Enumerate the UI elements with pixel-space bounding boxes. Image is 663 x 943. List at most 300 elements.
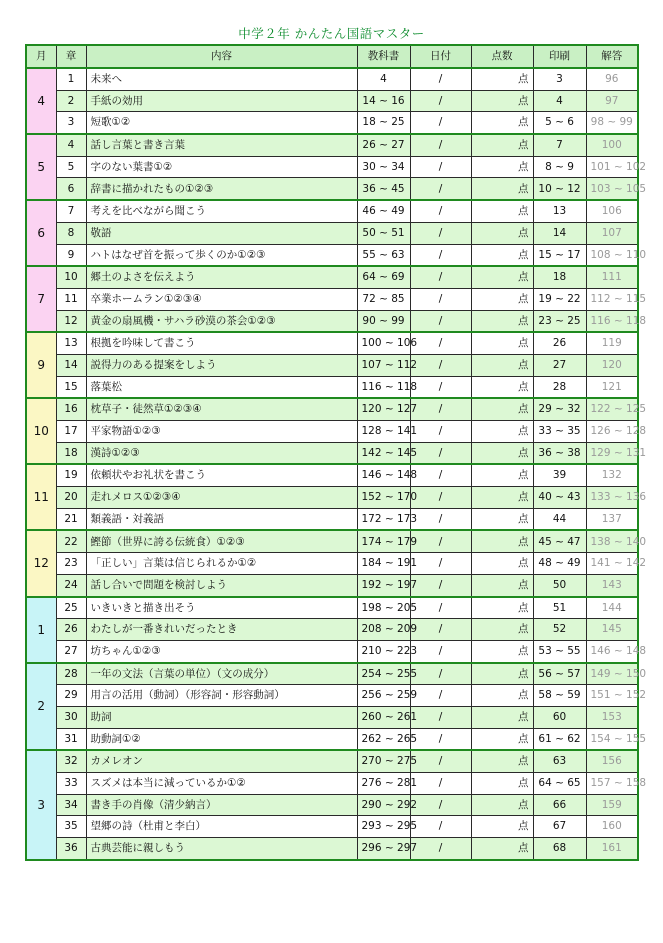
- table-row: [26, 794, 638, 816]
- answer-pages: 154 ~ 155: [586, 728, 638, 750]
- score-cell: 点: [471, 442, 533, 464]
- month-cell: 2: [26, 663, 56, 751]
- table-row: [26, 553, 638, 575]
- chapter-content: 話し合いで問題を検討しよう: [86, 574, 357, 596]
- score-cell: 点: [471, 398, 533, 420]
- date-cell: /: [410, 597, 471, 619]
- table-row: [26, 750, 638, 772]
- print-pages: 15 ~ 17: [533, 244, 586, 266]
- print-pages: 56 ~ 57: [533, 663, 586, 685]
- textbook-pages: 14 ~ 16: [357, 90, 410, 112]
- chapter-content: 説得力のある提案をしよう: [86, 354, 357, 376]
- table-row: [26, 530, 638, 552]
- print-pages: 10 ~ 12: [533, 178, 586, 200]
- table-row: [26, 728, 638, 750]
- chapter-content: スズメは本当に減っているか①②: [86, 773, 357, 795]
- answer-pages: 101 ~ 102: [586, 156, 638, 178]
- print-pages: 67: [533, 816, 586, 838]
- month-cell: 5: [26, 134, 56, 200]
- month-cell: 4: [26, 68, 56, 134]
- print-pages: 40 ~ 43: [533, 487, 586, 509]
- answer-pages: 116 ~ 118: [586, 310, 638, 332]
- textbook-pages: 142 ~ 145: [357, 442, 410, 464]
- chapter-number: 18: [56, 442, 86, 464]
- print-pages: 64 ~ 65: [533, 773, 586, 795]
- print-pages: 39: [533, 464, 586, 486]
- table-row: [26, 619, 638, 641]
- date-cell: /: [410, 398, 471, 420]
- month-cell: 1: [26, 597, 56, 663]
- score-cell: 点: [471, 838, 533, 860]
- answer-pages: 146 ~ 148: [586, 640, 638, 662]
- score-cell: 点: [471, 156, 533, 178]
- print-pages: 23 ~ 25: [533, 310, 586, 332]
- answer-pages: 119: [586, 332, 638, 354]
- table-row: [26, 442, 638, 464]
- chapter-content: 話し言葉と書き言葉: [86, 134, 357, 156]
- score-cell: 点: [471, 685, 533, 707]
- textbook-pages: 290 ~ 292: [357, 794, 410, 816]
- date-cell: /: [410, 816, 471, 838]
- chapter-content: 走れメロス①②③④: [86, 487, 357, 509]
- table-row: [26, 90, 638, 112]
- table-row: [26, 685, 638, 707]
- table-row: [26, 398, 638, 420]
- chapter-content: 類義語・対義語: [86, 508, 357, 530]
- chapter-number: 10: [56, 266, 86, 288]
- month-cell: 11: [26, 464, 56, 530]
- print-pages: 26: [533, 332, 586, 354]
- month-cell: 9: [26, 332, 56, 398]
- textbook-pages: 36 ~ 45: [357, 178, 410, 200]
- chapter-content: 手紙の効用: [86, 90, 357, 112]
- chapter-number: 5: [56, 156, 86, 178]
- answer-pages: 143: [586, 574, 638, 596]
- chapter-content: 郷土のよさを伝えよう: [86, 266, 357, 288]
- table-row: [26, 663, 638, 685]
- table-row: [26, 354, 638, 376]
- chapter-content: 短歌①②: [86, 112, 357, 134]
- chapter-number: 26: [56, 619, 86, 641]
- score-cell: 点: [471, 597, 533, 619]
- chapter-number: 2: [56, 90, 86, 112]
- print-pages: 7: [533, 134, 586, 156]
- score-cell: 点: [471, 619, 533, 641]
- table-row: [26, 156, 638, 178]
- chapter-number: 12: [56, 310, 86, 332]
- date-cell: /: [410, 354, 471, 376]
- chapter-number: 32: [56, 750, 86, 772]
- answer-pages: 149 ~ 150: [586, 663, 638, 685]
- date-cell: /: [410, 244, 471, 266]
- print-pages: 45 ~ 47: [533, 530, 586, 552]
- textbook-pages: 210 ~ 223: [357, 640, 410, 662]
- chapter-number: 24: [56, 574, 86, 596]
- chapter-content: 落葉松: [86, 376, 357, 398]
- chapter-content: 卒業ホームラン①②③④: [86, 288, 357, 310]
- score-cell: 点: [471, 222, 533, 244]
- score-cell: 点: [471, 332, 533, 354]
- chapter-number: 1: [56, 68, 86, 90]
- textbook-pages: 270 ~ 275: [357, 750, 410, 772]
- header-date: 日付: [410, 45, 471, 68]
- chapter-content: 望郷の詩（杜甫と李白）: [86, 816, 357, 838]
- chapter-number: 36: [56, 838, 86, 860]
- chapter-number: 33: [56, 773, 86, 795]
- print-pages: 52: [533, 619, 586, 641]
- textbook-pages: 116 ~ 118: [357, 376, 410, 398]
- textbook-pages: 293 ~ 295: [357, 816, 410, 838]
- date-cell: /: [410, 266, 471, 288]
- print-pages: 36 ~ 38: [533, 442, 586, 464]
- date-cell: /: [410, 112, 471, 134]
- chapter-number: 31: [56, 728, 86, 750]
- chapter-content: 助詞: [86, 706, 357, 728]
- table-row: [26, 310, 638, 332]
- textbook-pages: 55 ~ 63: [357, 244, 410, 266]
- date-cell: /: [410, 288, 471, 310]
- month-cell: 6: [26, 200, 56, 266]
- answer-pages: 157 ~ 158: [586, 773, 638, 795]
- print-pages: 48 ~ 49: [533, 553, 586, 575]
- print-pages: 29 ~ 32: [533, 398, 586, 420]
- chapter-number: 4: [56, 134, 86, 156]
- date-cell: /: [410, 332, 471, 354]
- date-cell: /: [410, 663, 471, 685]
- print-pages: 53 ~ 55: [533, 640, 586, 662]
- date-cell: /: [410, 553, 471, 575]
- textbook-pages: 46 ~ 49: [357, 200, 410, 222]
- table-row: [26, 178, 638, 200]
- chapter-number: 30: [56, 706, 86, 728]
- chapter-number: 23: [56, 553, 86, 575]
- print-pages: 63: [533, 750, 586, 772]
- answer-pages: 129 ~ 131: [586, 442, 638, 464]
- chapter-number: 29: [56, 685, 86, 707]
- answer-pages: 159: [586, 794, 638, 816]
- header-content: 内容: [86, 45, 357, 68]
- score-cell: 点: [471, 794, 533, 816]
- study-schedule-table: [25, 44, 647, 861]
- score-cell: 点: [471, 553, 533, 575]
- date-cell: /: [410, 794, 471, 816]
- answer-pages: 121: [586, 376, 638, 398]
- month-cell: 10: [26, 398, 56, 464]
- header-answer: 解答: [586, 45, 638, 68]
- table-row: [26, 68, 638, 90]
- textbook-pages: 18 ~ 25: [357, 112, 410, 134]
- answer-pages: 145: [586, 619, 638, 641]
- print-pages: 8 ~ 9: [533, 156, 586, 178]
- date-cell: /: [410, 685, 471, 707]
- print-pages: 60: [533, 706, 586, 728]
- chapter-content: 鰹節（世界に誇る伝統食）①②③: [86, 530, 357, 552]
- date-cell: /: [410, 421, 471, 443]
- month-cell: 3: [26, 750, 56, 859]
- score-cell: 点: [471, 464, 533, 486]
- date-cell: /: [410, 487, 471, 509]
- textbook-pages: 120 ~ 127: [357, 398, 410, 420]
- header-month: 月: [26, 45, 56, 68]
- chapter-content: 枕草子・徒然草①②③④: [86, 398, 357, 420]
- chapter-number: 21: [56, 508, 86, 530]
- table-row: [26, 134, 638, 156]
- print-pages: 5 ~ 6: [533, 112, 586, 134]
- print-pages: 50: [533, 574, 586, 596]
- chapter-content: 一年の文法（言葉の単位）（文の成分）: [86, 663, 357, 685]
- month-cell: 12: [26, 530, 56, 596]
- score-cell: 点: [471, 244, 533, 266]
- chapter-content: 未来へ: [86, 68, 357, 90]
- chapter-content: 助動詞①②: [86, 728, 357, 750]
- date-cell: /: [410, 442, 471, 464]
- answer-pages: 133 ~ 136: [586, 487, 638, 509]
- chapter-content: 「正しい」言葉は信じられるか①②: [86, 553, 357, 575]
- textbook-pages: 64 ~ 69: [357, 266, 410, 288]
- score-cell: 点: [471, 310, 533, 332]
- score-cell: 点: [471, 112, 533, 134]
- table-row: [26, 421, 638, 443]
- date-cell: /: [410, 508, 471, 530]
- chapter-number: 27: [56, 640, 86, 662]
- page-title: 中学２年 かんたん国語マスター: [238, 26, 425, 41]
- chapter-number: 34: [56, 794, 86, 816]
- date-cell: /: [410, 376, 471, 398]
- chapter-number: 7: [56, 200, 86, 222]
- answer-pages: 106: [586, 200, 638, 222]
- answer-pages: 141 ~ 142: [586, 553, 638, 575]
- table-row: [26, 376, 638, 398]
- header-textbook: 教科書: [357, 45, 410, 68]
- score-cell: 点: [471, 773, 533, 795]
- date-cell: /: [410, 464, 471, 486]
- print-pages: 3: [533, 68, 586, 90]
- table-row: [26, 200, 638, 222]
- date-cell: /: [410, 619, 471, 641]
- answer-pages: 120: [586, 354, 638, 376]
- answer-pages: 144: [586, 597, 638, 619]
- textbook-pages: 254 ~ 255: [357, 663, 410, 685]
- score-cell: 点: [471, 421, 533, 443]
- table-row: [26, 332, 638, 354]
- textbook-pages: 172 ~ 173: [357, 508, 410, 530]
- print-pages: 33 ~ 35: [533, 421, 586, 443]
- chapter-number: 16: [56, 398, 86, 420]
- textbook-pages: 208 ~ 209: [357, 619, 410, 641]
- answer-pages: 122 ~ 125: [586, 398, 638, 420]
- score-cell: 点: [471, 68, 533, 90]
- chapter-number: 20: [56, 487, 86, 509]
- table-row: [26, 244, 638, 266]
- answer-pages: 156: [586, 750, 638, 772]
- textbook-pages: 260 ~ 261: [357, 706, 410, 728]
- print-pages: 27: [533, 354, 586, 376]
- date-cell: /: [410, 706, 471, 728]
- answer-pages: 137: [586, 508, 638, 530]
- score-cell: 点: [471, 508, 533, 530]
- print-pages: 51: [533, 597, 586, 619]
- chapter-number: 9: [56, 244, 86, 266]
- chapter-number: 14: [56, 354, 86, 376]
- date-cell: /: [410, 750, 471, 772]
- textbook-pages: 26 ~ 27: [357, 134, 410, 156]
- textbook-pages: 90 ~ 99: [357, 310, 410, 332]
- chapter-number: 19: [56, 464, 86, 486]
- table-row: [26, 487, 638, 509]
- answer-pages: 108 ~ 110: [586, 244, 638, 266]
- chapter-content: 平家物語①②③: [86, 421, 357, 443]
- chapter-content: 根拠を吟味して書こう: [86, 332, 357, 354]
- chapter-number: 13: [56, 332, 86, 354]
- header-print: 印刷: [533, 45, 586, 68]
- chapter-number: 17: [56, 421, 86, 443]
- table-row: [26, 816, 638, 838]
- answer-pages: 111: [586, 266, 638, 288]
- answer-pages: 97: [586, 90, 638, 112]
- chapter-content: 辞書に描かれたもの①②③: [86, 178, 357, 200]
- score-cell: 点: [471, 90, 533, 112]
- chapter-content: 字のない葉書①②: [86, 156, 357, 178]
- table-row: [26, 288, 638, 310]
- textbook-pages: 4: [357, 68, 410, 90]
- print-pages: 4: [533, 90, 586, 112]
- score-cell: 点: [471, 354, 533, 376]
- chapter-content: 用言の活用（動詞）（形容詞・形容動詞）: [86, 685, 357, 707]
- chapter-number: 8: [56, 222, 86, 244]
- chapter-number: 22: [56, 530, 86, 552]
- textbook-pages: 262 ~ 265: [357, 728, 410, 750]
- print-pages: 28: [533, 376, 586, 398]
- table-row: [26, 464, 638, 486]
- textbook-pages: 192 ~ 197: [357, 574, 410, 596]
- answer-pages: 98 ~ 99: [586, 112, 638, 134]
- date-cell: /: [410, 200, 471, 222]
- score-cell: 点: [471, 376, 533, 398]
- chapter-content: わたしが一番きれいだったとき: [86, 619, 357, 641]
- chapter-content: 依頼状やお礼状を書こう: [86, 464, 357, 486]
- textbook-pages: 107 ~ 112: [357, 354, 410, 376]
- answer-pages: 161: [586, 838, 638, 860]
- score-cell: 点: [471, 178, 533, 200]
- date-cell: /: [410, 728, 471, 750]
- score-cell: 点: [471, 728, 533, 750]
- date-cell: /: [410, 838, 471, 860]
- table-row: [26, 597, 638, 619]
- score-cell: 点: [471, 288, 533, 310]
- chapter-content: 黄金の扇風機・サハラ砂漠の茶会①②③: [86, 310, 357, 332]
- print-pages: 13: [533, 200, 586, 222]
- textbook-pages: 276 ~ 281: [357, 773, 410, 795]
- print-pages: 58 ~ 59: [533, 685, 586, 707]
- answer-pages: 132: [586, 464, 638, 486]
- answer-pages: 107: [586, 222, 638, 244]
- header-row: [26, 45, 638, 68]
- print-pages: 18: [533, 266, 586, 288]
- score-cell: 点: [471, 200, 533, 222]
- answer-pages: 151 ~ 152: [586, 685, 638, 707]
- date-cell: /: [410, 530, 471, 552]
- chapter-content: いきいきと描き出そう: [86, 597, 357, 619]
- score-cell: 点: [471, 640, 533, 662]
- score-cell: 点: [471, 663, 533, 685]
- textbook-pages: 72 ~ 85: [357, 288, 410, 310]
- date-cell: /: [410, 640, 471, 662]
- table-row: [26, 266, 638, 288]
- textbook-pages: 50 ~ 51: [357, 222, 410, 244]
- textbook-pages: 30 ~ 34: [357, 156, 410, 178]
- table-row: [26, 640, 638, 662]
- score-cell: 点: [471, 134, 533, 156]
- date-cell: /: [410, 222, 471, 244]
- score-cell: 点: [471, 487, 533, 509]
- answer-pages: 153: [586, 706, 638, 728]
- chapter-number: 6: [56, 178, 86, 200]
- score-cell: 点: [471, 574, 533, 596]
- score-cell: 点: [471, 816, 533, 838]
- date-cell: /: [410, 90, 471, 112]
- chapter-number: 15: [56, 376, 86, 398]
- date-cell: /: [410, 68, 471, 90]
- date-cell: /: [410, 574, 471, 596]
- score-cell: 点: [471, 266, 533, 288]
- answer-pages: 138 ~ 140: [586, 530, 638, 552]
- score-cell: 点: [471, 750, 533, 772]
- table-row: [26, 508, 638, 530]
- answer-pages: 112 ~ 115: [586, 288, 638, 310]
- answer-pages: 160: [586, 816, 638, 838]
- chapter-content: 漢詩①②③: [86, 442, 357, 464]
- print-pages: 68: [533, 838, 586, 860]
- answer-pages: 100: [586, 134, 638, 156]
- chapter-content: カメレオン: [86, 750, 357, 772]
- chapter-content: 書き手の肖像（清少納言）: [86, 794, 357, 816]
- date-cell: /: [410, 773, 471, 795]
- answer-pages: 103 ~ 105: [586, 178, 638, 200]
- print-pages: 19 ~ 22: [533, 288, 586, 310]
- textbook-pages: 174 ~ 179: [357, 530, 410, 552]
- textbook-pages: 128 ~ 141: [357, 421, 410, 443]
- chapter-content: 古典芸能に親しもう: [86, 838, 357, 860]
- table-row: [26, 222, 638, 244]
- answer-pages: 96: [586, 68, 638, 90]
- textbook-pages: 296 ~ 297: [357, 838, 410, 860]
- table-row: [26, 112, 638, 134]
- chapter-number: 35: [56, 816, 86, 838]
- chapter-content: 考えを比べながら聞こう: [86, 200, 357, 222]
- date-cell: /: [410, 156, 471, 178]
- date-cell: /: [410, 178, 471, 200]
- textbook-pages: 152 ~ 170: [357, 487, 410, 509]
- score-cell: 点: [471, 530, 533, 552]
- table-row: [26, 773, 638, 795]
- month-cell: 7: [26, 266, 56, 332]
- print-pages: 14: [533, 222, 586, 244]
- textbook-pages: 146 ~ 148: [357, 464, 410, 486]
- chapter-number: 11: [56, 288, 86, 310]
- print-pages: 44: [533, 508, 586, 530]
- header-chapter: 章: [56, 45, 86, 68]
- answer-pages: 126 ~ 128: [586, 421, 638, 443]
- textbook-pages: 198 ~ 205: [357, 597, 410, 619]
- score-cell: 点: [471, 706, 533, 728]
- table-row: [26, 706, 638, 728]
- chapter-content: 坊ちゃん①②③: [86, 640, 357, 662]
- date-cell: /: [410, 134, 471, 156]
- header-score: 点数: [471, 45, 533, 68]
- print-pages: 66: [533, 794, 586, 816]
- print-pages: 61 ~ 62: [533, 728, 586, 750]
- chapter-number: 3: [56, 112, 86, 134]
